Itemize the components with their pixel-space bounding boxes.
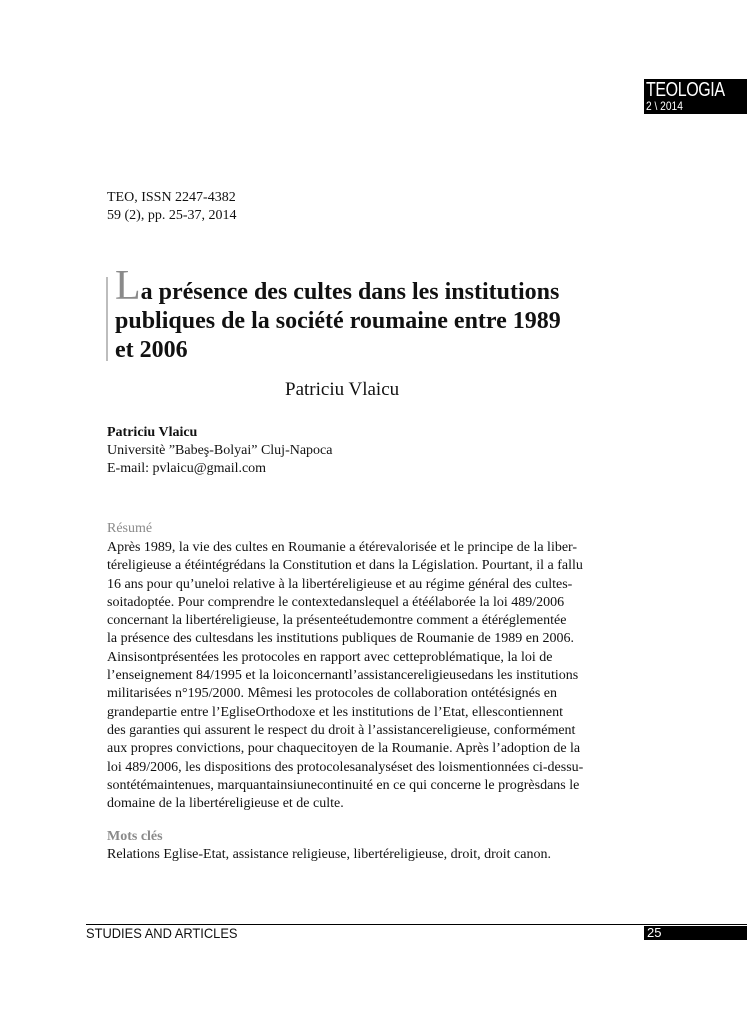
title-line-1	[115, 263, 635, 309]
abstract-line: 16 ans pour qu’uneloi relative à la libertéreligieuse et au régime général des cultes-	[107, 576, 573, 592]
journal-issue: 2 \ 2014	[646, 99, 683, 113]
journal-reference-pages: 59 (2), pp. 25-37, 2014	[107, 208, 237, 223]
abstract-line: militarisées n°195/2000. Mêmesi les protocoles de collaboration ontétésignés en	[107, 686, 557, 702]
journal-logo	[644, 79, 747, 114]
abstract-line: téreligieuse a étéintégrédans la Constitution et dans la Législation. Pourtant, il a fallu	[107, 558, 583, 574]
page-number: 25	[647, 925, 662, 940]
journal-reference-issn: TEO, ISSN 2247-4382	[107, 190, 236, 205]
abstract-line: aux propres convictions, pour chaquecitoyen de la Roumanie. Après l’adoption de la	[107, 741, 581, 757]
page-number-box	[644, 926, 747, 940]
abstract-line: Après 1989, la vie des cultes en Roumanie a étérevalorisée et le principe de la liber-	[107, 540, 578, 555]
title-dropcap: L	[115, 263, 141, 309]
abstract-line: domaine de la libertéreligieuse et de culte.	[107, 796, 344, 812]
abstract-line: des garanties qui assurent le respect du droit à l’assistancereligieuse, conformément	[107, 722, 576, 738]
affiliation-email: E-mail: pvlaicu@gmail.com	[107, 461, 267, 476]
affiliation-name: Patriciu Vlaicu	[107, 425, 198, 440]
keywords-label: Mots clés	[107, 829, 163, 844]
abstract-line: l’enseignement 84/1995 et la loiconcernantl’assistancereligieusedans les institutions	[107, 668, 579, 684]
footer-section-label: STUDIES AND ARTICLES	[86, 925, 238, 941]
abstract-line: Ainsisontprésentées les protocoles en rapport avec cetteproblématique, la loi de	[107, 649, 553, 665]
article-author: Patriciu Vlaicu	[285, 379, 400, 400]
abstract-label: Résumé	[107, 521, 153, 536]
affiliation-institution: Universitè ”Babeş-Bolyai” Cluj-Napoca	[107, 443, 333, 458]
abstract-text	[107, 539, 627, 813]
abstract-line: grandepartie entre l’EgliseOrthodoxe et les institutions de l’Etat, ellescontiennent	[107, 704, 564, 720]
keywords-text: Relations Eglise-Etat, assistance religieuse, libertéreligieuse, droit, droit canon.	[107, 847, 551, 862]
journal-name: TEOLOGIA	[646, 79, 725, 101]
article-title	[115, 263, 635, 365]
title-line-1-text: a présence des cultes dans les institutions	[140, 279, 560, 305]
abstract-line: la présence des cultesdans les institutions publiques de Roumanie de 1989 en 2006.	[107, 631, 574, 647]
title-line-3: et 2006	[115, 337, 188, 363]
abstract-line: concernant la libertéreligieuse, la présenteétudemontre comment a étéréglementée	[107, 613, 567, 629]
title-accent-bar	[106, 277, 108, 361]
abstract-line: soitadoptée. Pour comprendre le contextedanslequel a étéélaborée la loi 489/2006	[107, 594, 565, 610]
abstract-line: sontétémaintenues, marquantainsiunecontinuité en ce qui concerne le progrèsdans le	[107, 777, 580, 793]
abstract-line: loi 489/2006, les dispositions des protocolesanalyséset des loismentionnées ci-dessu-	[107, 759, 584, 775]
title-line-2: publiques de la société roumaine entre 1989	[115, 308, 561, 334]
